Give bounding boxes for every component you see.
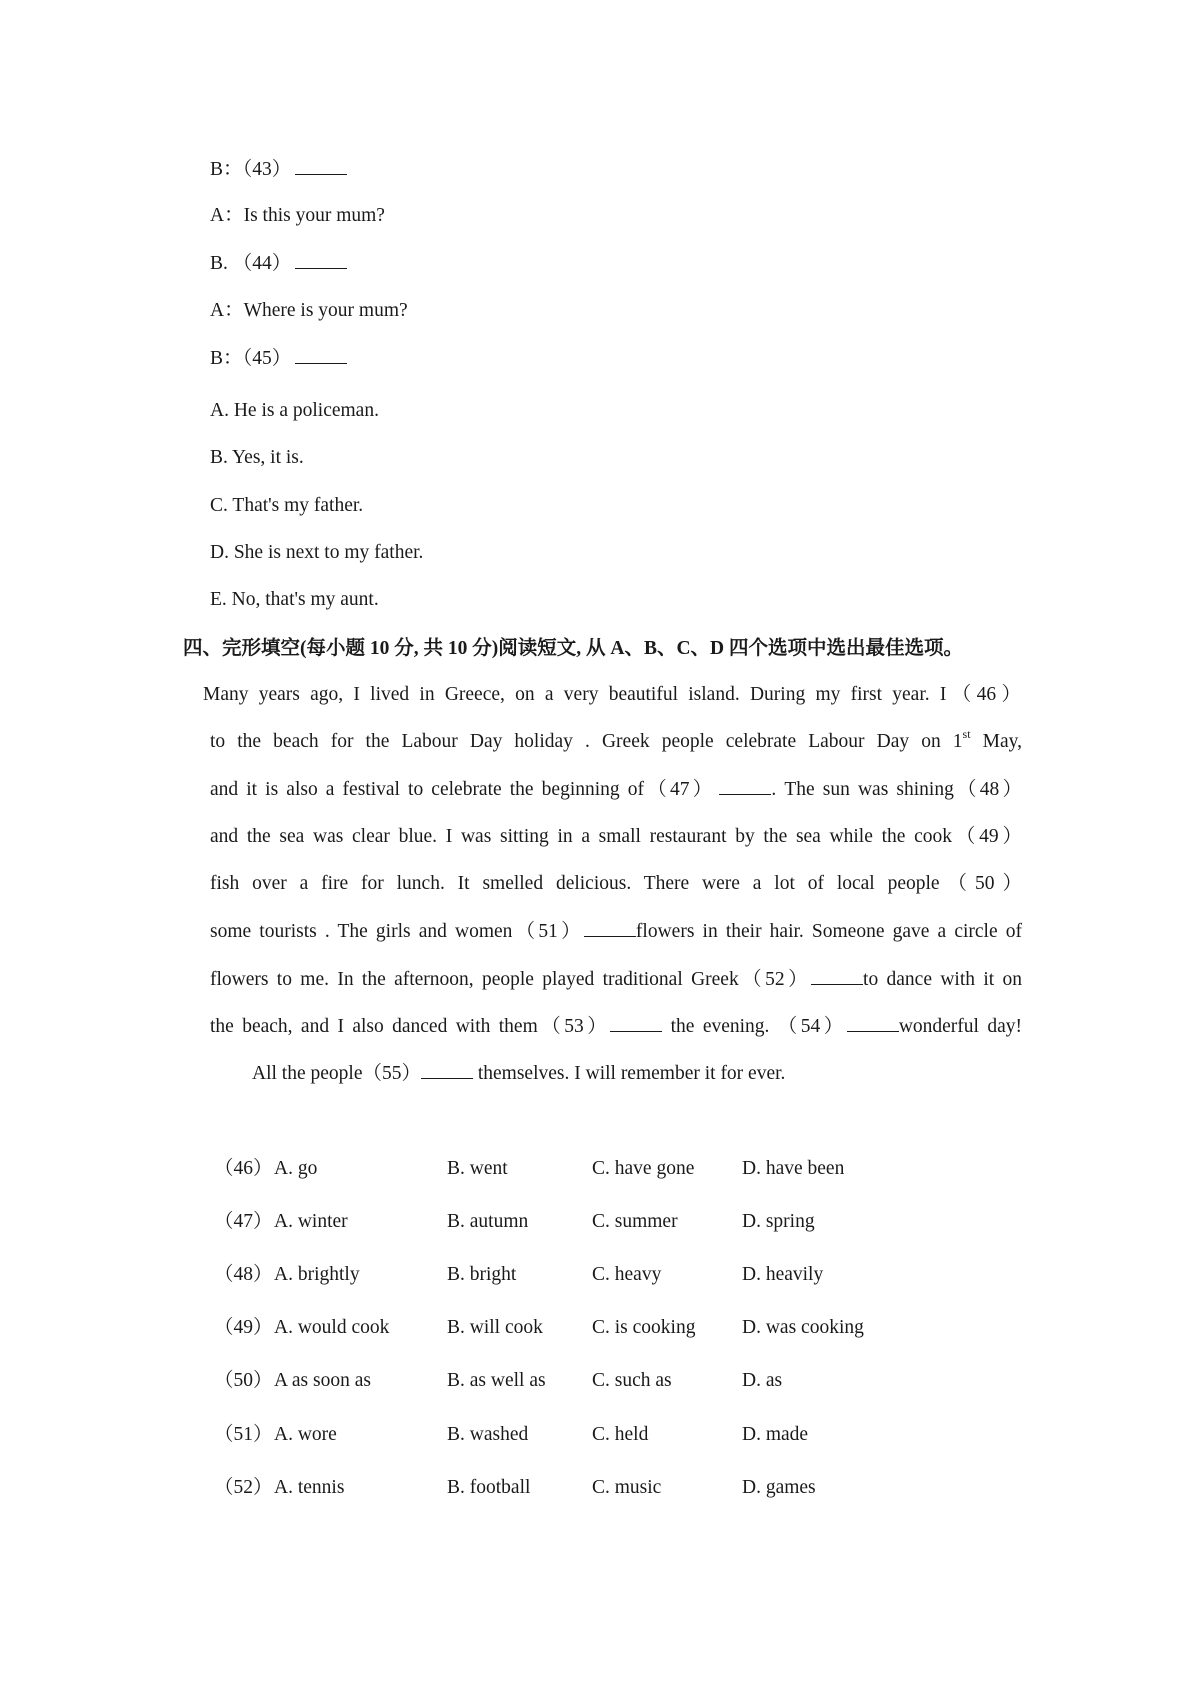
dialogue-line [210,203,385,229]
dialogue-text: Is this your mum? [243,205,385,226]
option-choice-b[interactable]: B. washed [447,1424,529,1445]
option-question-number: （49） [214,1317,273,1338]
answer-blank[interactable] [847,1013,899,1032]
option-question-number: （46） [214,1158,273,1179]
option-choice-b[interactable]: B. autumn [447,1211,529,1232]
option-choice-a[interactable]: A. wore [274,1424,337,1445]
answer-blank[interactable] [295,156,347,175]
option-choice-d[interactable]: D. have been [742,1158,845,1179]
section-heading: 四、完形填空(每小题 10 分, 共 10 分)阅读短文, 从 A、B、C、D 四个选项中选出最佳选项。 [183,638,963,659]
exam-page: B：（43） A：Is this your mum? B. （44） A：Where is your mum? B：（45） A. He is a policeman. B. Yes, it is. C. That's my father. D. She is next to my father. E. No, that's my aunt. 四、完形填空(每小题 10 分, 共 10 分)阅读短文, 从 A、B、C、D 四个选项中选出最佳选项。 Many years ago, I lived in Greece, on a very beautiful island. During my first year. I（46） to the beach for the Labour Day holiday . Greek people celebrate Labour Day on 1st May, and it is also a festival to celebrate the beginning of（47） . The sun was shining（48） and the sea was clear blue. I was sitting in a small restaurant by the sea while the cook（49） fish over a fire for lunch. It smelled delicious. There were a lot of local people（50） some tourists . The girls and women（51） flowers in their hair. Someone gave a circle of flowers to me. In the afternoon, people played traditional Greek（52） to dance with it on the beach, and I also danced with them（53） the evening. （54） wonderful day! All the people（55） themselves. I will remember it for ever. （46） A. go B. went C. have gone D. have been （47） A. winter B. autumn C. summer D. spring （48） A. brightly B. bright C. heavy D. heavily （49） A. would cook B. will cook C. is cooking D. was cooking （50） A as soon as B. as well as C. such as D. as （51） A. wore B. washed C. held D. made （52） A. tennis B. football C. music D. games [0,0,1200,1698]
option-choice-d[interactable]: D. spring [742,1211,815,1232]
option-question-number: （50） [214,1370,273,1391]
option-choice-b[interactable]: B. as well as [447,1370,546,1391]
choice-a: A. He is a policeman. [210,400,379,421]
option-choice-c[interactable]: C. music [592,1477,662,1498]
dialogue-line-43 [210,156,347,183]
option-choice-a[interactable]: A. brightly [274,1264,360,1285]
option-question-number: （51） [214,1424,273,1445]
speaker: B. [210,253,228,274]
question-number: （43） [242,159,292,180]
option-choice-a[interactable]: A. go [274,1158,318,1179]
answer-blank[interactable] [584,918,636,937]
dialogue-line [210,298,408,324]
choice-c: C. That's my father. [210,495,364,516]
option-choice-d[interactable]: D. was cooking [742,1317,864,1338]
answer-blank[interactable] [295,250,347,269]
option-choice-d[interactable]: D. as [742,1370,783,1391]
option-choice-c[interactable]: C. have gone [592,1158,695,1179]
option-choice-b[interactable]: B. will cook [447,1317,543,1338]
option-choice-c[interactable]: C. is cooking [592,1317,696,1338]
option-choice-d[interactable]: D. heavily [742,1264,824,1285]
passage-line: All the people（55） themselves. I will remember it for ever. [252,1060,785,1087]
dialogue-text: Where is your mum? [243,300,408,321]
speaker: B： [210,159,243,180]
option-choice-c[interactable]: C. heavy [592,1264,662,1285]
option-choice-c[interactable]: C. held [592,1424,649,1445]
dialogue-line-45 [210,345,347,372]
option-choice-b[interactable]: B. bright [447,1264,517,1285]
choice-b: B. Yes, it is. [210,447,304,468]
option-choice-c[interactable]: C. summer [592,1211,678,1232]
option-choice-a[interactable]: A. would cook [274,1317,390,1338]
answer-blank[interactable] [811,966,863,985]
option-choice-a[interactable]: A as soon as [274,1370,371,1391]
option-choice-d[interactable]: D. made [742,1424,809,1445]
question-number: （45） [242,348,292,369]
option-choice-b[interactable]: B. football [447,1477,531,1498]
speaker: B： [210,348,243,369]
option-question-number: （52） [214,1477,273,1498]
speaker: A： [210,205,244,226]
option-question-number: （48） [214,1264,273,1285]
option-choice-a[interactable]: A. tennis [274,1477,345,1498]
answer-blank[interactable] [295,345,347,364]
option-choice-c[interactable]: C. such as [592,1370,672,1391]
option-choice-a[interactable]: A. winter [274,1211,348,1232]
option-question-number: （47） [214,1211,273,1232]
answer-blank[interactable] [421,1060,473,1079]
answer-blank[interactable] [719,776,771,795]
answer-blank[interactable] [610,1013,662,1032]
option-choice-d[interactable]: D. games [742,1477,816,1498]
dialogue-line-44 [210,250,347,277]
choice-e: E. No, that's my aunt. [210,589,379,610]
speaker: A： [210,300,244,321]
option-choice-b[interactable]: B. went [447,1158,508,1179]
choice-d: D. She is next to my father. [210,542,424,563]
passage-line: Many years ago, I lived in Greece, on a very beautiful island. During my first year. I（46） [203,684,1021,705]
question-number: （44） [227,253,292,274]
